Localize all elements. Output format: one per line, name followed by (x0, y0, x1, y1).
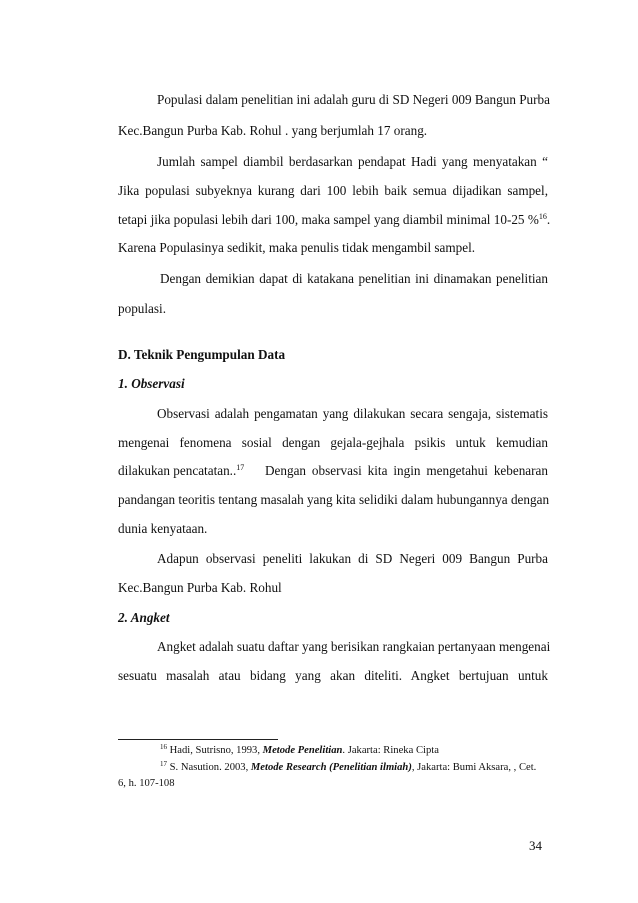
paragraph-sampel-line-1: Jumlah sampel diambil berdasarkan pendapat Hadi yang menyatakan “ (157, 154, 548, 169)
paragraph-sampel-line-4: Karena Populasinya sedikit, maka penulis tidak mengambil sampel. (118, 240, 476, 255)
paragraph-observasi-line-3 (118, 462, 548, 479)
paragraph-demikian-line-1: Dengan demikian dapat di katakana penelitian ini dinamakan penelitian (160, 271, 548, 286)
observasi-line-3-text-a: dilakukan pencatatan.. (118, 463, 237, 478)
footnote-17-line-2: 6, h. 107-108 (118, 778, 175, 789)
paragraph-demikian-line-2: populasi. (118, 301, 166, 316)
footnote-17 (160, 761, 548, 775)
section-heading-d: D. Teknik Pengumpulan Data (118, 347, 286, 362)
footnote-17-main (160, 761, 536, 775)
sampel-line-3-text: tetapi jika populasi lebih dari 100, maka sampel yang diambil minimal 10-25 % (118, 212, 539, 227)
page-number: 34 (529, 838, 542, 853)
paragraph-sampel-line-3 (118, 211, 551, 228)
footnote-16-number: 16 (160, 743, 167, 751)
paragraph-populasi-line-2: Kec.Bangun Purba Kab. Rohul . yang berjumlah 17 orang. (118, 123, 428, 138)
paragraph-angket-line-2: sesuatu masalah atau bidang yang akan diteliti. Angket bertujuan untuk (118, 668, 548, 683)
sampel-line-3-end: . (546, 212, 551, 227)
paragraph-sampel-line-2: Jika populasi subyeknya kurang dari 100 lebih baik semua dijadikan sampel, (118, 183, 548, 198)
paragraph-observasi-line-4: pandangan teoritis tentang masalah yang kita selidiki dalam hubungannya dengan (118, 492, 550, 507)
footnote-17-title: Metode Research (Penelitian ilmiah) (250, 762, 412, 773)
subheading-observasi: 1. Observasi (118, 376, 185, 391)
footnote-ref-16: 16 (538, 212, 547, 221)
paragraph-adapun-line-1: Adapun observasi peneliti lakukan di SD Negeri 009 Bangun Purba (157, 551, 548, 566)
footnote-16 (160, 744, 439, 758)
paragraph-adapun-line-2: Kec.Bangun Purba Kab. Rohul (118, 580, 282, 595)
footnote-16-title: Metode Penelitian (262, 745, 343, 756)
footnote-ref-17: 17 (236, 463, 245, 472)
footnote-17-publisher: , Jakarta: Bumi Aksara, , Cet. (411, 762, 537, 773)
footnote-17-number: 17 (160, 760, 167, 768)
paragraph-observasi-line-1: Observasi adalah pengamatan yang dilakukan secara sengaja, sistematis (157, 406, 548, 421)
footnote-divider (118, 739, 278, 740)
paragraph-observasi-line-2: mengenai fenomena sosial dengan gejala-gejhala psikis untuk kemudian (118, 435, 548, 450)
footnote-17-author: S. Nasution. 2003, (169, 762, 251, 773)
observasi-line-3-text-b: Dengan observasi kita ingin mengetahui kebenaran (265, 463, 548, 478)
paragraph-populasi-line-1: Populasi dalam penelitian ini adalah guru di SD Negeri 009 Bangun Purba (157, 92, 550, 107)
paragraph-observasi-line-5: dunia kenyataan. (118, 521, 208, 536)
paragraph-angket-line-1: Angket adalah suatu daftar yang berisikan rangkaian pertanyaan mengenai (157, 639, 551, 654)
footnote-16-publisher: . Jakarta: Rineka Cipta (342, 745, 439, 756)
footnote-16-author: Hadi, Sutrisno, 1993, (169, 745, 263, 756)
observasi-line-3-part-a (118, 462, 244, 479)
subheading-angket: 2. Angket (118, 610, 170, 625)
